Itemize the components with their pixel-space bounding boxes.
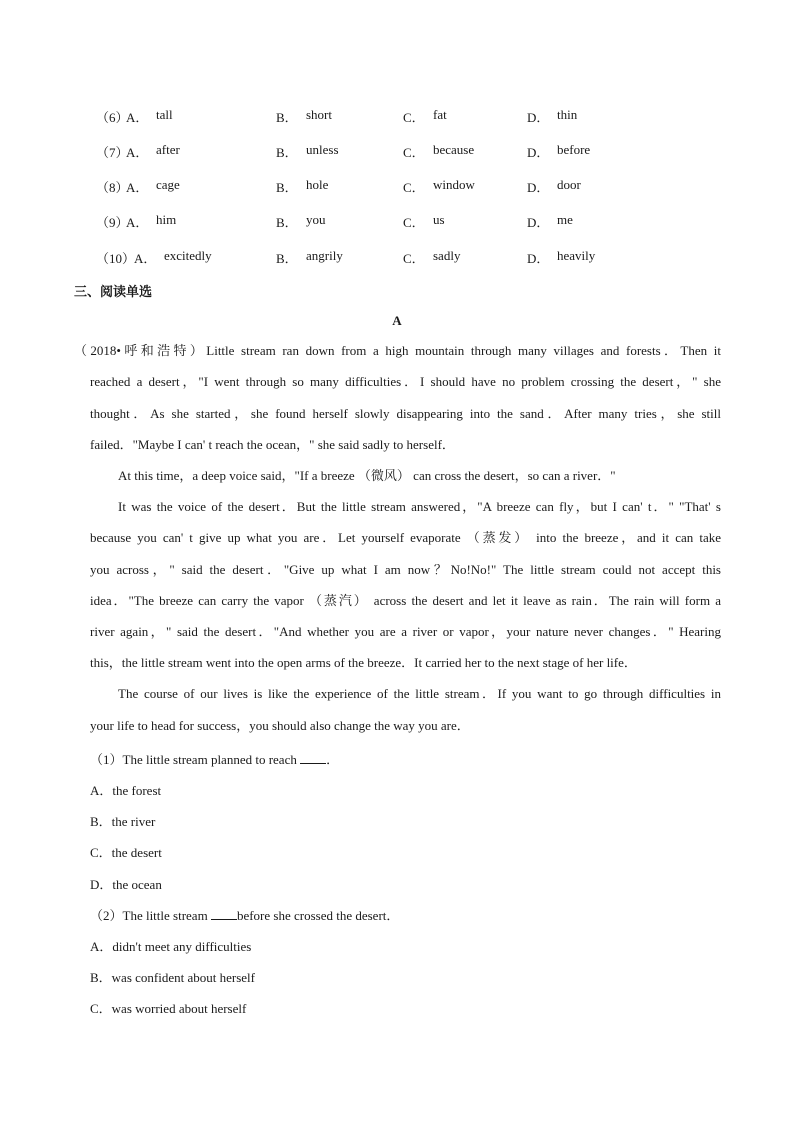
passage-line: The course of our lives is like the experience of the little stream．If you want to go through difficulties in — [118, 686, 721, 701]
option-c: C． sadly — [403, 248, 461, 266]
option-row-7 — [0, 142, 794, 162]
passage-line: thought．As she started，she found herself slowly disappearing into the sand．After many tries，she still — [90, 406, 721, 421]
answer-blank — [211, 907, 237, 920]
passage-line: your life to head for success，you should also change the way you are． — [90, 718, 470, 733]
passage-line: It was the voice of the desert．But the little stream answered，"A breeze can fly，but I can' t．" "That' s — [118, 499, 721, 514]
option-a: A． tall — [126, 107, 173, 125]
question-number: （6） — [96, 110, 129, 125]
choice-b: B．the river — [90, 814, 156, 829]
passage-line: （2018•呼和浩特）Little stream ran down from a high mountain through many villages and forests．Then it — [74, 343, 721, 358]
option-a: A． after — [126, 142, 180, 160]
question-number: （7） — [96, 145, 129, 160]
passage-line: idea．"The breeze can carry the vapor （蒸汽） across the desert and let it leave as rain．The rain will form a — [90, 593, 721, 608]
option-d: D． heavily — [527, 248, 596, 266]
option-b: B． you — [276, 212, 326, 230]
question-number: （8） — [96, 180, 129, 195]
option-c: C． fat — [403, 107, 447, 125]
option-c: C． because — [403, 142, 475, 160]
option-d: D． me — [527, 212, 573, 230]
option-row-8 — [0, 177, 794, 197]
option-a: A． him — [126, 212, 177, 230]
choice-c: C．the desert — [90, 845, 162, 860]
option-c: C． us — [403, 212, 445, 230]
passage-line: failed．"Maybe I can' t reach the ocean，" she said sadly to herself． — [90, 437, 455, 452]
choice-d: D．the ocean — [90, 877, 162, 892]
option-d: D． door — [527, 177, 581, 195]
choice-b: B．was confident about herself — [90, 970, 255, 985]
option-row-10 — [0, 248, 794, 268]
option-a: A． cage — [126, 177, 180, 195]
answer-blank — [300, 751, 326, 764]
option-b: B． hole — [276, 177, 329, 195]
option-a: A． excitedly — [134, 248, 212, 266]
question-number: （9） — [96, 215, 129, 230]
option-row-9 — [0, 212, 794, 232]
passage-line: because you can' t give up what you are．Let yourself evaporate （蒸发） into the breeze，and it can take — [90, 530, 721, 545]
option-b: B． angrily — [276, 248, 343, 266]
choice-c: C．was worried about herself — [90, 1001, 247, 1016]
passage-line: reached a desert，"I went through so many difficulties．I should have no problem crossing the desert，" she — [90, 374, 721, 389]
question-number: （10） — [96, 251, 136, 266]
question-1: （1）The little stream planned to reach ． — [90, 752, 340, 767]
option-d: D． thin — [527, 107, 578, 125]
option-c: C． window — [403, 177, 475, 195]
choice-a: A．didn't meet any difficulties — [90, 939, 252, 954]
passage-line: this，the little stream went into the open arms of the breeze．It carried her to the next stage of her life． — [90, 655, 637, 670]
passage-line: river again，" said the desert．"And whether you are a river or vapor，your nature never changes．" Hearing — [90, 624, 721, 639]
question-2: （2）The little stream before she crossed the desert． — [90, 908, 400, 923]
passage-line: you across，" said the desert．"Give up what I am now？No!No!" The little stream could not accept this — [90, 562, 721, 577]
option-d: D． before — [527, 142, 591, 160]
passage-label: A — [392, 313, 402, 328]
option-row-6 — [0, 107, 794, 127]
choice-a: A．the forest — [90, 783, 162, 798]
option-b: B． unless — [276, 142, 339, 160]
section-title: 三、阅读单选 — [74, 285, 153, 300]
option-b: B． short — [276, 107, 332, 125]
passage-line: At this time，a deep voice said，"If a breeze （微风） can cross the desert，so can a river．" — [118, 468, 616, 483]
